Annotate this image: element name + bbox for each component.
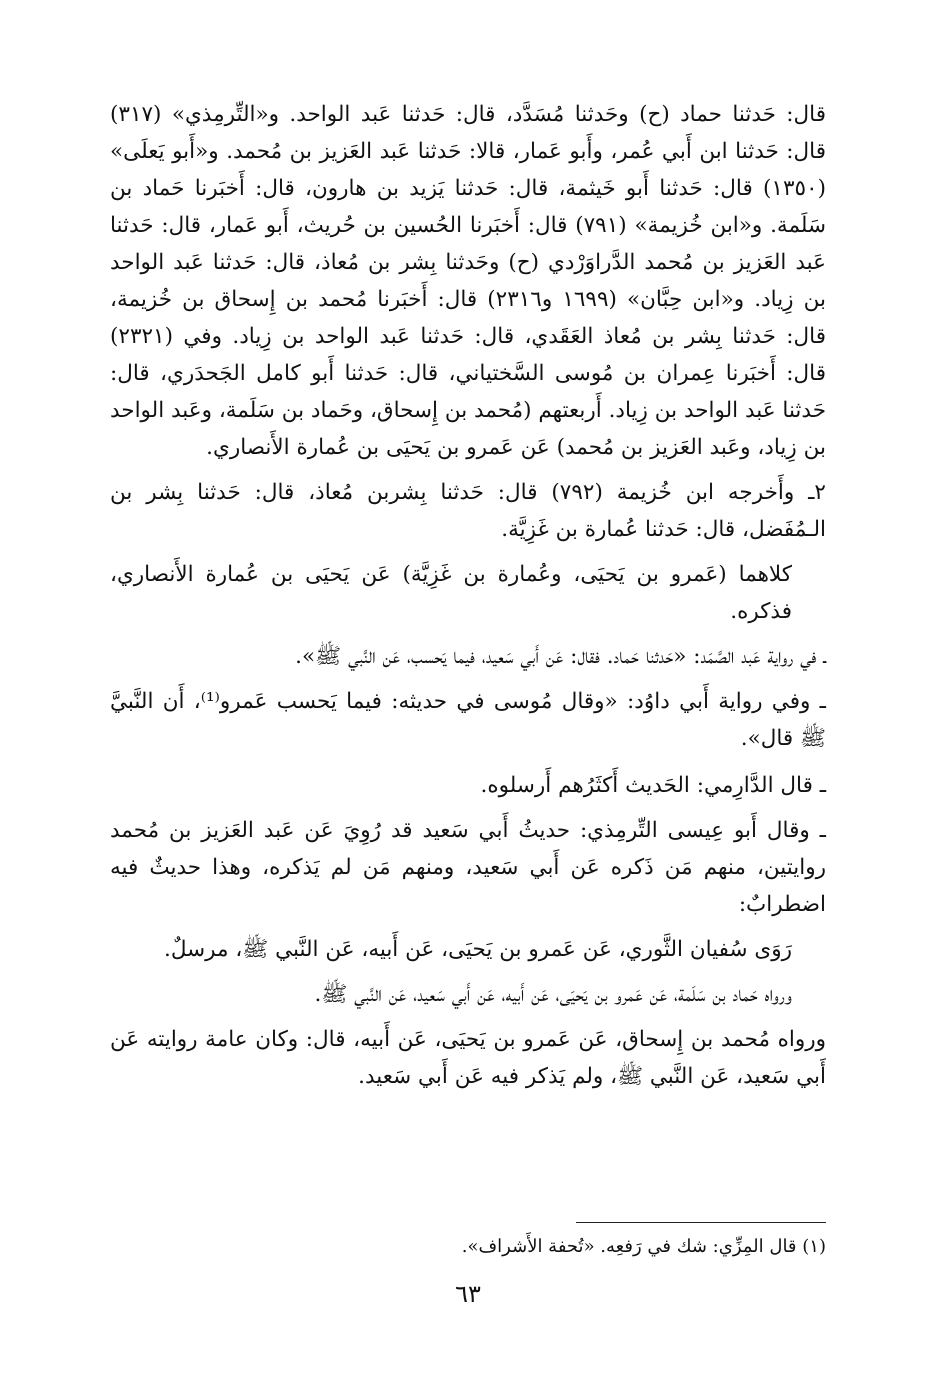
paragraph-sources: قال: حَدثنا حماد (ح) وحَدثنا مُسَدَّد، قال: حَدثنا عَبد الواحد. و«التِّرمِذي» (٣١٧) قال: حَدثنا ابن أَبي عُمر، وأَبو عَمار، قالا: حَدثنا عَبد العَزيز بن مُحمد. و«أَبو يَعلَى» (١٣٥٠) قال: حَدثنا أَبو خَيثمة، قال: حَدثنا يَزيد بن هارون، قال: أَخبَرنا حَماد بن سَلَمة. و«ابن خُزيمة» (٧٩١) قال: أَخبَرنا الحُسين بن حُريث، أَبو عَمار، قال: حَدثنا عَبد العَزيز بن مُحمد الدَّراوَرْدي (ح) وحَدثنا بِشر بن مُعاذ، قال: حَدثنا عَبد الواحد بن زِياد. و«ابن حِبَّان» (١٦٩٩ و٢٣١٦) قال: أَخبَرنا مُحمد بن إِسحاق بن خُزيمة، قال: حَدثنا بِشر بن مُعاذ العَقَدي، قال: حَدثنا عَبد الواحد بن زِياد. وفي (٢٣٢١) قال: أَخبَرنا عِمران بن مُوسى السَّختياني، قال: حَدثنا أَبو كامل الجَحدَري، قال: حَدثنا عَبد الواحد بن زِياد. أَربعتهم (مُحمد بن إِسحاق، وحَماد بن سَلَمة، وعَبد الواحد بن زِياد، وعَبد العَزيز بن مُحمد) عَن عَمرو بن يَحيَى بن عُمارة الأَنصاري. [110,102,827,460]
paragraph-abu-dawud: ـ وفي رواية أَبي داوُد: «وقال مُوسى في حديثه: فيما يَحسب عَمرو⁽¹⁾، أَن النَّبيَّ ﷺ قال». [110,689,826,751]
paragraph-ibn-khuzaymah: ٢ـ وأَخرجه ابن خُزيمة (٧٩٢) قال: حَدثنا بِشربن مُعاذ، قال: حَدثنا بِشر بن الـمُفَضل، قال: حَدثنا عُمارة بن غَزِيَّة. [110,480,826,542]
paragraph-tirmidhi: ـ وقال أَبو عِيسى التِّرمِذي: حديثُ أَبي سَعيد قد رُوِيَ عَن عَبد العَزيز بن مُحمد روايتين، منهم مَن ذَكره عَن أَبي سَعيد، ومنهم مَن لم يَذكره، وهذا حديثٌ فيه اضطرابٌ: [110,818,826,917]
paragraph-hammad: ورواه حَماد بن سَلَمة، عَن عَمرو بن يَحيَى، عَن أَبيه، عَن أَبي سَعيد، عَن النَّبي ﷺ. [314,982,792,1007]
paragraph-ibn-ishaq: ورواه مُحمد بن إِسحاق، عَن عَمرو بن يَحيَى، عَن أَبيه، قال: وكان عامة روايته عَن أَبي سَعيد، عَن النَّبي ﷺ، ولم يَذكر فيه عَن أَبي سَعيد. [110,1027,826,1089]
footnote: (١) قال المِزِّي: شك في رَفعِه. «تُحفة الأَشراف». [461,1236,826,1257]
page-number: ٦٣ [455,1280,481,1308]
paragraph-abd-al-samad: ـ في رواية عَبد الصَّمَد: «حَدثنا حَماد. فقال: عَن أَبي سَعيد، فيما يَحسب، عَن النَّبي ﷺ». [295,644,826,669]
paragraph-darimi: ـ قال الدَّارِمي: الحَديث أَكثَرُهم أَرسلوه. [480,773,826,798]
footnote-separator [576,1222,826,1223]
main-text [110,96,826,1095]
paragraph-sufyan: رَوَى سُفيان الثَّوري، عَن عَمرو بن يَحيَى، عَن أَبيه، عَن النَّبي ﷺ، مرسلٌ. [164,937,792,962]
paragraph-both: كلاهما (عَمرو بن يَحيَى، وعُمارة بن غَزِيَّة) عَن يَحيَى بن عُمارة الأَنصاري، فذكره. [110,562,792,624]
